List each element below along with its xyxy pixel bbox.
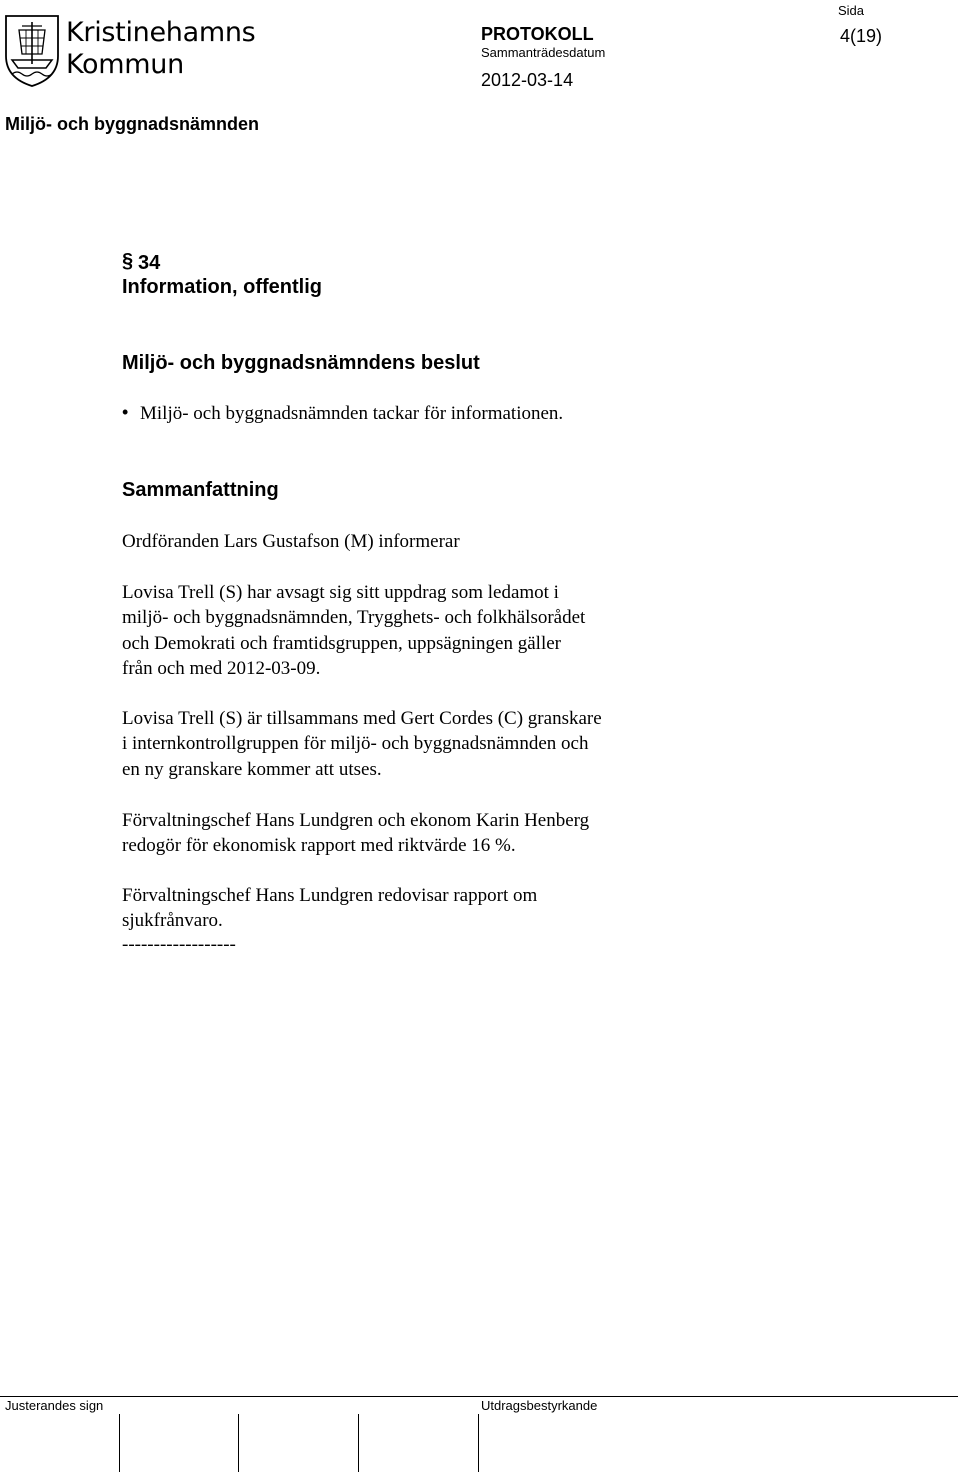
document-type: PROTOKOLL	[481, 24, 594, 44]
paragraph-symbol: §	[122, 250, 134, 272]
justerandes-sign-label: Justerandes sign	[5, 1398, 104, 1413]
signature-box-divider	[478, 1414, 479, 1472]
summary-paragraph: Förvaltningschef Hans Lundgren redovisar rapport om sjukfrånvaro.	[122, 885, 538, 932]
signature-box-divider	[358, 1414, 359, 1472]
summary-paragraph: Förvaltningschef Hans Lundgren och ekonom Karin Henberg redogör för ekonomisk rapport med riktvärde 16 %.	[122, 810, 590, 857]
bullet-marker: •	[122, 402, 129, 422]
meeting-date-label: Sammanträdesdatum	[481, 45, 606, 60]
section-title: Information, offentlig	[122, 276, 322, 298]
decision-bullet: Miljö- och byggnadsnämnden tackar för informationen.	[140, 403, 564, 424]
decision-heading: Miljö- och byggnadsnämndens beslut	[122, 352, 480, 374]
ship-crest-icon	[2, 12, 62, 88]
signature-box-divider	[238, 1414, 239, 1472]
summary-paragraph: Ordföranden Lars Gustafson (M) informerar	[122, 531, 460, 552]
utdragsbestyrkande-label: Utdragsbestyrkande	[481, 1398, 598, 1413]
page-number: 4(19)	[840, 26, 883, 46]
footer-divider	[0, 1396, 958, 1397]
summary-heading: Sammanfattning	[122, 479, 279, 501]
signature-box-divider	[119, 1414, 120, 1472]
summary-paragraph: Lovisa Trell (S) är tillsammans med Gert Cordes (C) granskare i internkontrollgruppen för miljö- och byggnadsnämnden och en ny granskare kommer att utses.	[122, 708, 602, 780]
meeting-date: 2012-03-14	[481, 70, 574, 90]
logo-wordmark-line1: Kristinehamns	[66, 17, 256, 48]
summary-paragraph: Lovisa Trell (S) har avsagt sig sitt uppdrag som ledamot i miljö- och byggnadsnämnden, Trygghets- och folkhälsorådet och Demokrati och framtidsgruppen, uppsägningen gäller från och med 2012-03-09.	[122, 582, 586, 679]
paragraph-number: 34	[138, 252, 161, 274]
page-label: Sida	[838, 3, 865, 18]
separator-line: ------------------	[122, 934, 236, 955]
committee-name: Miljö- och byggnadsnämnden	[5, 114, 260, 134]
logo-wordmark-line2: Kommun	[66, 49, 184, 80]
